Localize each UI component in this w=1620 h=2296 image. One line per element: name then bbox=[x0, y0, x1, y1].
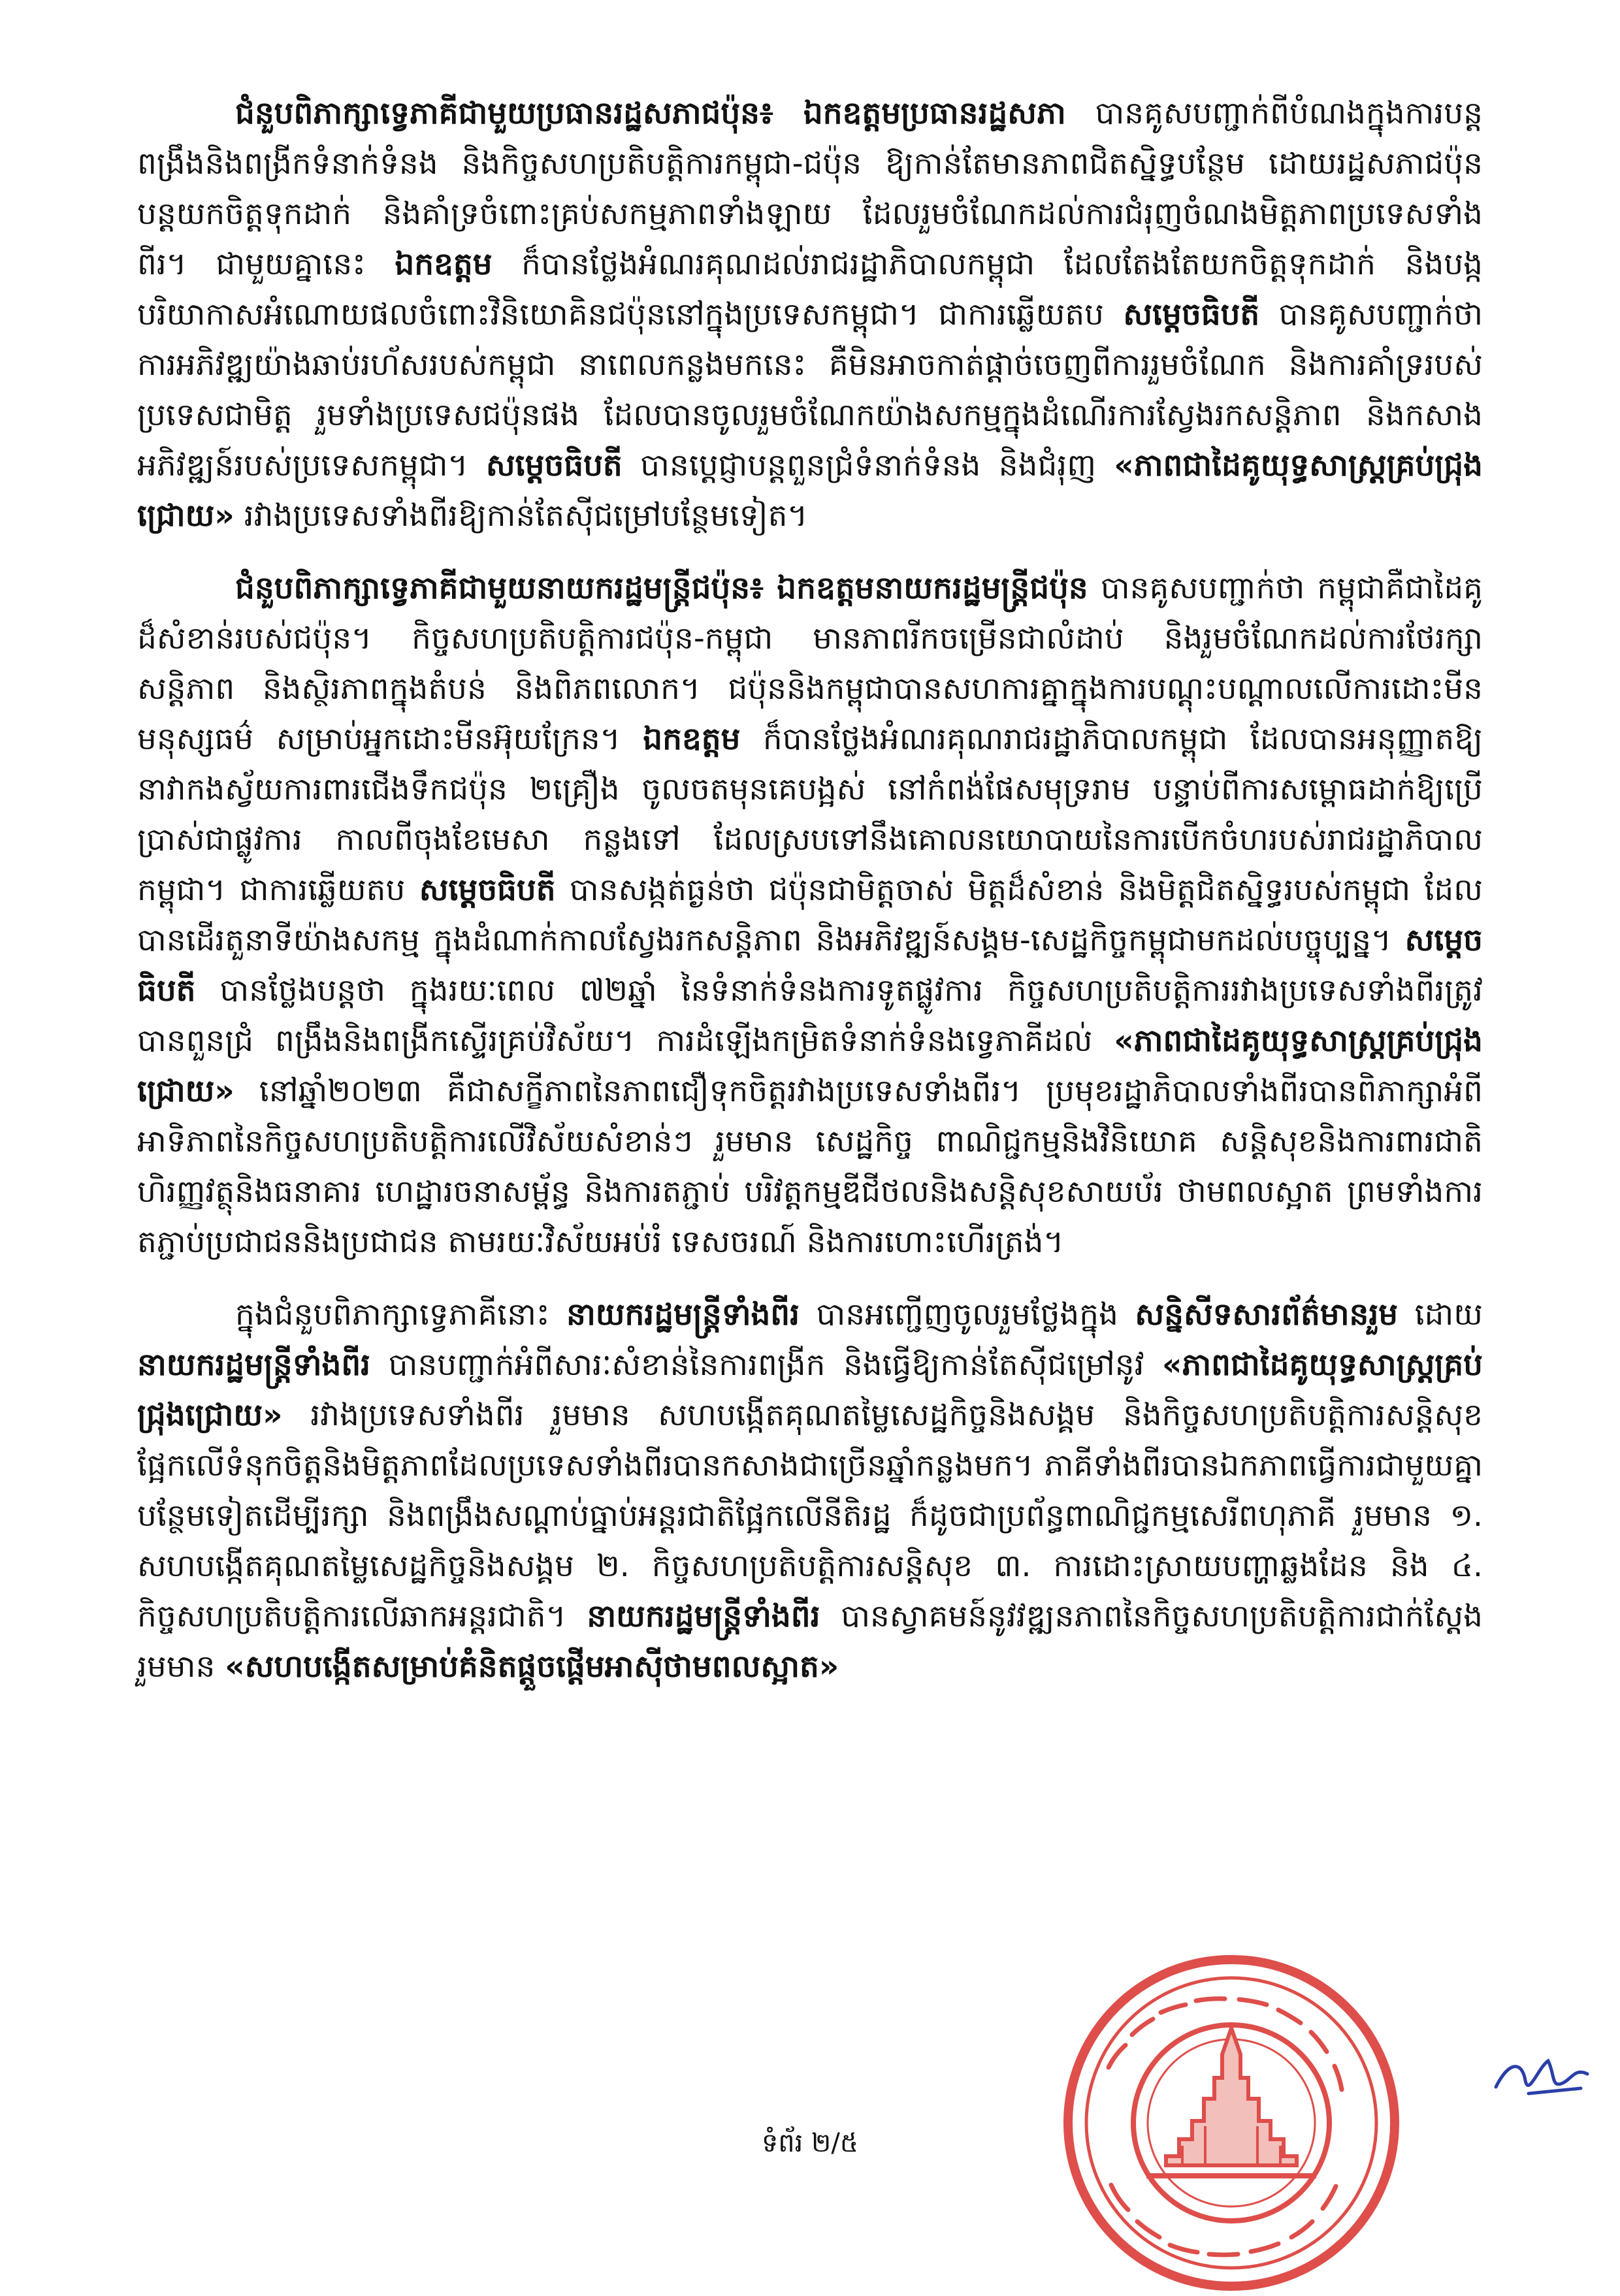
body-text: បានសង្កត់ធ្ងន់ថា ជប៉ុនជាមិត្តចាស់ មិត្តដ៏សំខាន់ និងមិត្តជិតស្និទ្ធរបស់កម្ពុជា ដែលបានដើរតួនាទីយ៉ាងសកម្ម ក្នុងដំណាក់កាលស្វែងរកសន្តិភាព និងអភិវឌ្ឍន៍សង្គម-សេដ្ឋកិច្ចកម្ពុជាមកដល់បច្ចុប្បន្ន។ bbox=[137, 872, 1483, 958]
body-text: បានអញ្ជើញចូលរួមថ្លែងក្នុង bbox=[800, 1297, 1135, 1333]
bold-term: «ភាពជាដៃគូយុទ្ធសាស្ត្រគ្រប់ជ្រុងជ្រោយ» bbox=[137, 1023, 1483, 1109]
bold-term: នាយករដ្ឋមន្ត្រីទាំងពីរ bbox=[137, 1347, 371, 1383]
section-lead: ជំនួបពិភាក្សាទ្វេភាគីជាមួយប្រធានរដ្ឋសភាជប៉ុន៖ ឯកឧត្តមប្រធានរដ្ឋសភា bbox=[235, 95, 1066, 131]
body-text: បានថ្លែងបន្តថា ក្នុងរយៈពេល ៧២ឆ្នាំ នៃទំនាក់ទំនងការទូតផ្លូវការ កិច្ចសហប្រតិបត្តិការរវាងប្រទេសទាំងពីរត្រូវបានពួនជ្រំ ពង្រឹងនិងពង្រីកស្ទើរគ្រប់វិស័យ។ ការដំឡើងកម្រិតទំនាក់ទំនងទ្វេភាគីដល់ bbox=[137, 973, 1483, 1059]
bold-term: សម្តេចធិបតី bbox=[419, 872, 556, 908]
body-text: បានគូសបញ្ជាក់ពីបំណងក្នុងការបន្តពង្រឹងនិងពង្រីកទំនាក់ទំនង និងកិច្ចសហប្រតិបត្តិការកម្ពុជា-ជប៉ុន ឱ្យកាន់តែមានភាពជិតស្និទ្ធបន្ថែម ដោយរដ្ឋសភាជប៉ុនបន្តយកចិត្តទុកដាក់ និងគាំទ្រចំពោះគ្រប់សកម្មភាពទាំងឡាយ ដែលរួមចំណែកដល់ការជំរុញចំណងមិត្តភាពប្រទេសទាំងពីរ។ ជាមួយគ្នានេះ bbox=[137, 95, 1483, 282]
section-lead: ជំនួបពិភាក្សាទ្វេភាគីជាមួយនាយករដ្ឋមន្ត្រីជប៉ុន៖ ឯកឧត្តមនាយករដ្ឋមន្ត្រីជប៉ុន bbox=[235, 570, 1088, 606]
body-text: ក៏បានថ្លែងអំណរគុណរាជរដ្ឋាភិបាលកម្ពុជា ដែលបានអនុញ្ញាតឱ្យនាវាកងស្វ័យការពារជើងទឹកជប៉ុន ២គ្រឿង ចូលចតមុនគេបង្អស់ នៅកំពង់ផែសមុទ្ររាម បន្ទាប់ពីការសម្ពោធដាក់ឱ្យប្រើប្រាស់ជាផ្លូវការ កាលពីចុងខែមេសា កន្លងទៅ ដែលស្របទៅនឹងគោលនយោបាយនៃការបើកចំហរបស់រាជរដ្ឋាភិបាលកម្ពុជា។ ជាការឆ្លើយតប bbox=[137, 721, 1483, 908]
bold-term: សន្និសីទសារព័ត៌មានរួម bbox=[1135, 1297, 1399, 1333]
body-text: បានគូសបញ្ជាក់ថា កម្ពុជាគឺជាដៃគូដ៏សំខាន់របស់ជប៉ុន។ កិច្ចសហប្រតិបត្តិការជប៉ុន-កម្ពុជា មានភាពរីកចម្រើនជាលំដាប់ និងរួមចំណែកដល់ការថែរក្សាសន្តិភាព និងស្ថិរភាពក្នុងតំបន់ និងពិភពលោក។ ជប៉ុននិងកម្ពុជាបានសហការគ្នាក្នុងការបណ្តុះបណ្តាលលើការដោះមីនមនុស្សធម៌ សម្រាប់អ្នកដោះមីនអ៊ុយក្រែន។ bbox=[137, 570, 1483, 757]
body-text: បានប្តេជ្ញាបន្តពួនជ្រំទំនាក់ទំនង និងជំរុញ bbox=[622, 447, 1114, 483]
body-text: ដោយ bbox=[1398, 1297, 1483, 1333]
document-body bbox=[137, 88, 1483, 1714]
body-text: ក្នុងជំនួបពិភាក្សាទ្វេភាគីនោះ bbox=[235, 1297, 566, 1333]
bold-term: ឯកឧត្តម bbox=[643, 721, 741, 757]
bold-term: នាយករដ្ឋមន្ត្រីទាំងពីរ bbox=[587, 1598, 820, 1634]
signature-icon bbox=[1489, 2048, 1594, 2107]
bold-term: «ភាពជាដៃគូយុទ្ធសាស្ត្រគ្រប់ជ្រុងជ្រោយ» bbox=[137, 447, 1483, 534]
bold-term: នាយករដ្ឋមន្ត្រីទាំងពីរ bbox=[566, 1297, 800, 1333]
bold-term: សម្តេចធិបតី bbox=[485, 447, 623, 483]
bold-term: សម្តេចធិបតី bbox=[1123, 297, 1260, 332]
body-text: រវាងប្រទេសទាំងពីរឱ្យកាន់តែស៊ីជម្រៅបន្ថែមទៀត។ bbox=[234, 498, 808, 534]
body-text: បានបញ្ជាក់អំពីសារៈសំខាន់នៃការពង្រីក និងធ្វើឱ្យកាន់តែស៊ីជម្រៅនូវ bbox=[370, 1347, 1163, 1383]
body-text: ក៏បានថ្លែងអំណរគុណដល់រាជរដ្ឋាភិបាលកម្ពុជា ដែលតែងតែយកចិត្តទុកដាក់ និងបង្កបរិយាកាសអំណោយផលចំពោះវិនិយោគិនជប៉ុននៅក្នុងប្រទេសកម្ពុជា។ ជាការឆ្លើយតប bbox=[137, 246, 1483, 332]
paragraph-press-conference bbox=[137, 1289, 1483, 1692]
paragraph-speaker-meeting bbox=[137, 88, 1483, 541]
bold-term: ឯកឧត្តម bbox=[395, 246, 493, 282]
page-number: ទំព័រ ២/៥ bbox=[761, 2128, 859, 2158]
bold-term: «សហបង្កើតសម្រាប់គំនិតផ្តួចផ្តើមអាស៊ីថាមពលស្អាត» bbox=[225, 1649, 839, 1685]
paragraph-prime-minister-meeting bbox=[137, 563, 1483, 1267]
body-text: នៅឆ្នាំ២០២៣ គឺជាសក្ខីភាពនៃភាពជឿទុកចិត្តរវាងប្រទេសទាំងពីរ។ ប្រមុខរដ្ឋាភិបាលទាំងពីរបានពិភាក្សាអំពីអាទិភាពនៃកិច្ចសហប្រតិបត្តិការលើវិស័យសំខាន់ៗ រួមមាន សេដ្ឋកិច្ច ពាណិជ្ជកម្មនិងវិនិយោគ សន្តិសុខនិងការពារជាតិ ហិរញ្ញវត្ថុនិងធនាគារ ហេដ្ឋារចនាសម្ព័ន្ធ និងការតភ្ជាប់ បរិវត្តកម្មឌីជីថលនិងសន្តិសុខសាយប័រ ថាមពលស្អាត ព្រមទាំងការតភ្ជាប់ប្រជាជននិងប្រជាជន តាមរយៈវិស័យអប់រំ ទេសចរណ៍ និងការហោះហើរត្រង់។ bbox=[137, 1073, 1483, 1260]
bold-term: «ភាពជាដៃគូយុទ្ធសាស្ត្រគ្រប់ជ្រុងជ្រោយ» bbox=[137, 1347, 1483, 1433]
bold-term: សម្តេចធិបតី bbox=[137, 922, 1483, 1009]
body-text: បានស្វាគមន៍នូវវឌ្ឍនភាពនៃកិច្ចសហប្រតិបត្តិការជាក់ស្តែង រួមមាន bbox=[137, 1598, 1483, 1685]
body-text: រវាងប្រទេសទាំងពីរ រួមមាន សហបង្កើតគុណតម្លៃសេដ្ឋកិច្ចនិងសង្គម និងកិច្ចសហប្រតិបត្តិការសន្តិសុខ ផ្អែកលើទំនុកចិត្តនិងមិត្តភាពដែលប្រទេសទាំងពីរបានកសាងជាច្រើនឆ្នាំកន្លងមក។ ភាគីទាំងពីរបានឯកភាពធ្វើការជាមួយគ្នាបន្ថែមទៀតដើម្បីរក្សា និងពង្រឹងសណ្តាប់ធ្នាប់អន្តរជាតិផ្អែកលើនីតិរដ្ឋ ក៏ដូចជាប្រព័ន្ធពាណិជ្ជកម្មសេរីពហុភាគី រួមមាន ១. សហបង្កើតគុណតម្លៃសេដ្ឋកិច្ចនិងសង្គម ២. កិច្ចសហប្រតិបត្តិការសន្តិសុខ ៣. ការដោះស្រាយបញ្ហាឆ្លងដែន និង ៤. កិច្ចសហប្រតិបត្តិការលើឆាកអន្តរជាតិ។ bbox=[137, 1397, 1483, 1634]
official-seal-icon bbox=[1048, 1950, 1414, 2296]
body-text: បានគូសបញ្ជាក់ថា ការអភិវឌ្ឍយ៉ាងឆាប់រហ័សរបស់កម្ពុជា នាពេលកន្លងមកនេះ គឺមិនអាចកាត់ផ្តាច់ចេញពីការរួមចំណែក និងការគាំទ្ររបស់ប្រទេសជាមិត្ត រួមទាំងប្រទេសជប៉ុនផង ដែលបានចូលរួមចំណែកយ៉ាងសកម្មក្នុងដំណើរការស្វែងរកសន្តិភាព និងកសាងអភិវឌ្ឍន៍របស់ប្រទេសកម្ពុជា។ bbox=[137, 297, 1483, 483]
